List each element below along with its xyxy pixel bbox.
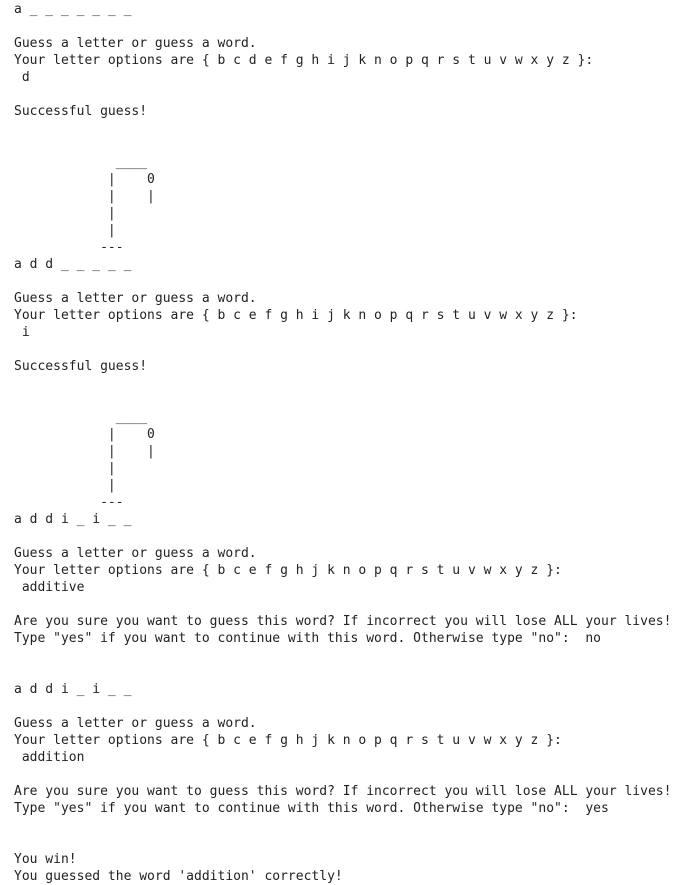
console-blank-line: [14, 273, 671, 290]
console-blank-line: [14, 18, 671, 35]
user-input-line[interactable]: additive: [14, 580, 85, 595]
hangman-art-line: ____: [14, 155, 148, 170]
success-feedback-line: Successful guess!: [14, 104, 148, 119]
user-input-line[interactable]: d: [14, 70, 30, 85]
console-blank-line: [14, 834, 671, 851]
confirm-prompt-line: Are you sure you want to guess this word? If incorrect you will lose ALL your lives!: [14, 614, 672, 629]
confirm-prompt-line: Type "yes" if you want to continue with this word. Otherwise type "no": yes: [14, 801, 609, 816]
hangman-art-line: ---: [14, 495, 124, 510]
console-blank-line: [14, 341, 671, 358]
console-blank-line: [14, 137, 671, 154]
word-state-line: a _ _ _ _ _ _ _: [14, 2, 132, 17]
letter-options-line: Your letter options are { b c e f g h j k n o p q r s t u v w x y z }:: [14, 563, 562, 578]
console-blank-line: [14, 698, 671, 715]
console-blank-line: [14, 817, 671, 834]
guess-prompt-line: Guess a letter or guess a word.: [14, 291, 257, 306]
hangman-art-line: ---: [14, 240, 124, 255]
guess-prompt-line: Guess a letter or guess a word.: [14, 36, 257, 51]
win-message-line: You guessed the word 'addition' correctly!: [14, 869, 343, 884]
console-blank-line: [14, 86, 671, 103]
letter-options-line: Your letter options are { b c e f g h i j k n o p q r s t u v w x y z }:: [14, 308, 578, 323]
hangman-art-line: | |: [14, 189, 155, 204]
hangman-art-line: |: [14, 206, 116, 221]
hangman-art-line: | 0: [14, 172, 155, 187]
console-blank-line: [14, 120, 671, 137]
success-feedback-line: Successful guess!: [14, 359, 148, 374]
win-message-line: You win!: [14, 852, 77, 867]
confirm-prompt-line: Type "yes" if you want to continue with this word. Otherwise type "no": no: [14, 631, 601, 646]
console-output: [14, 1, 671, 885]
console-blank-line: [14, 596, 671, 613]
hangman-art-line: |: [14, 478, 116, 493]
console-blank-line: [14, 664, 671, 681]
hangman-art-line: |: [14, 223, 116, 238]
guess-prompt-line: Guess a letter or guess a word.: [14, 546, 257, 561]
guess-prompt-line: Guess a letter or guess a word.: [14, 716, 257, 731]
hangman-art-line: | |: [14, 444, 155, 459]
letter-options-line: Your letter options are { b c d e f g h i j k n o p q r s t u v w x y z }:: [14, 53, 594, 68]
hangman-art-line: |: [14, 461, 116, 476]
console-blank-line: [14, 528, 671, 545]
user-input-line[interactable]: addition: [14, 750, 85, 765]
console-blank-line: [14, 766, 671, 783]
letter-options-line: Your letter options are { b c e f g h j k n o p q r s t u v w x y z }:: [14, 733, 562, 748]
hangman-art-line: | 0: [14, 427, 155, 442]
user-input-line[interactable]: i: [14, 325, 30, 340]
word-state-line: a d d _ _ _ _ _: [14, 257, 132, 272]
word-state-line: a d d i _ i _ _: [14, 512, 132, 527]
console-blank-line: [14, 647, 671, 664]
word-state-line: a d d i _ i _ _: [14, 682, 132, 697]
console-blank-line: [14, 392, 671, 409]
console-blank-line: [14, 375, 671, 392]
hangman-art-line: ____: [14, 410, 148, 425]
confirm-prompt-line: Are you sure you want to guess this word? If incorrect you will lose ALL your lives!: [14, 784, 672, 799]
